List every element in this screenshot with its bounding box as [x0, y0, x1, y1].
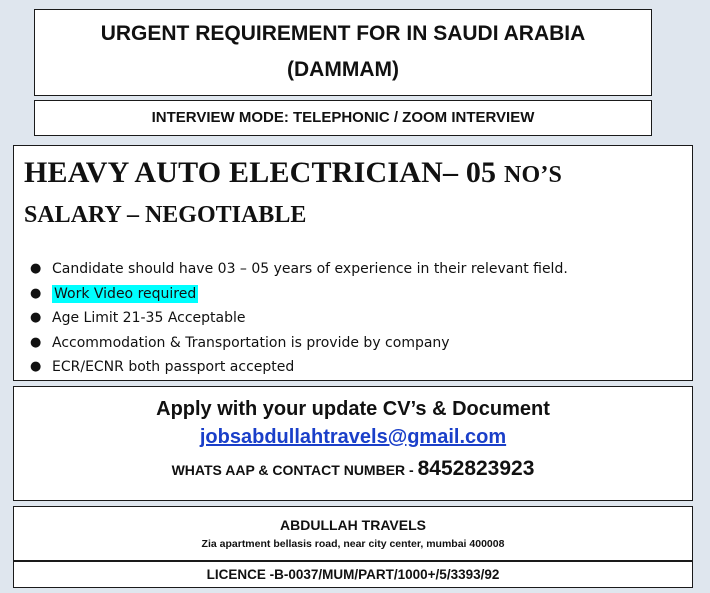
list-item [30, 257, 568, 282]
list-item [30, 331, 568, 356]
contact-label: WHATS AAP & CONTACT NUMBER - [171, 462, 414, 478]
headline-line2: (DAMMAM) [287, 58, 399, 81]
contact-number: 8452823923 [417, 457, 535, 480]
requirement-text: ECR/ECNR both passport accepted [52, 359, 295, 375]
headline-box [34, 9, 652, 96]
company-box [13, 506, 693, 561]
salary: SALARY – NEGOTIABLE [24, 202, 307, 228]
bullet-icon: ● [30, 334, 42, 350]
job-details-box [13, 145, 693, 381]
list-item [30, 355, 568, 380]
contact-line [14, 452, 692, 487]
bullet-icon: ● [30, 285, 42, 301]
bullet-icon: ● [30, 359, 42, 374]
requirement-text: Accommodation & Transportation is provide by company [52, 334, 450, 351]
bullet-icon: ● [30, 261, 42, 276]
company-address: Zia apartment bellasis road, near city center, mumbai 400008 [201, 538, 505, 550]
job-count-suffix: NO’S [503, 162, 563, 188]
apply-box [13, 386, 693, 501]
interview-mode: INTERVIEW MODE: TELEPHONIC / ZOOM INTERVIEW [151, 109, 535, 126]
company-name: ABDULLAH TRAVELS [280, 517, 426, 533]
requirements-list [28, 257, 568, 380]
list-item [30, 306, 568, 331]
job-title [24, 156, 562, 190]
job-title-text: HEAVY AUTO ELECTRICIAN– 05 [24, 156, 497, 189]
requirement-text: Candidate should have 03 – 05 years of experience in their relevant field. [52, 261, 568, 277]
bullet-icon: ● [30, 310, 42, 325]
requirement-text-highlighted: Work Video required [54, 285, 197, 302]
requirement-text: Age Limit 21-35 Acceptable [52, 310, 246, 326]
interview-mode-box [34, 100, 652, 136]
licence-box [13, 561, 693, 588]
list-item [30, 282, 568, 307]
email-link[interactable]: jobsabdullahtravels@gmail.com [199, 426, 507, 448]
apply-heading: Apply with your update CV’s & Document [156, 398, 550, 420]
headline-line1: URGENT REQUIREMENT FOR IN SAUDI ARABIA [100, 22, 586, 45]
headline [35, 10, 651, 88]
licence-number: LICENCE -B-0037/MUM/PART/1000+/5/3393/92 [206, 567, 500, 582]
